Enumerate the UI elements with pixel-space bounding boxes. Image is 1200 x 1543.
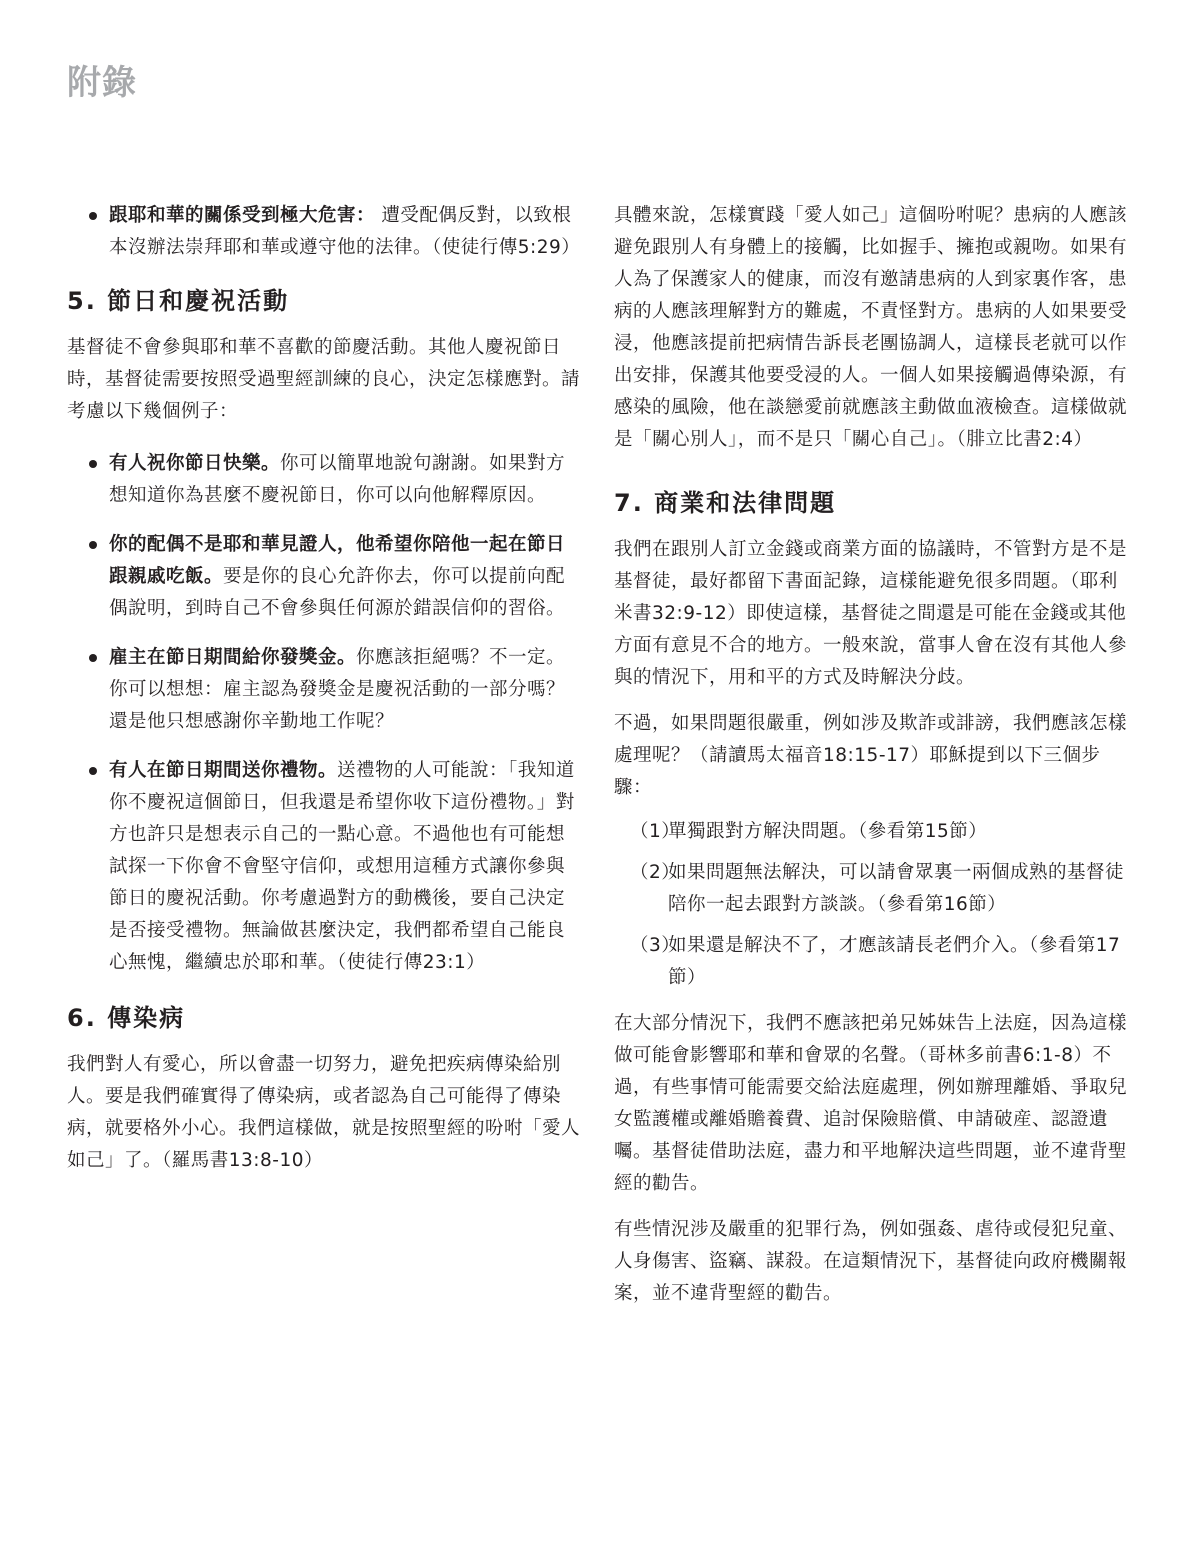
section-7-paragraph-3: 在大部分情況下，我們不應該把弟兄姊妹告上法庭，因為這樣做可能會影響耶和華和會眾的名聲。（哥林多前書6:1-8）不過，有些事情可能需要交給法庭處理，例如辦理離婚、爭取兒女監護權或離婚贍養費、追討保險賠償、申請破産、認證遺囑。基督徒借助法庭，盡力和平地解決這些問題，並不違背聖經的勸告。 — [614, 1013, 1128, 1194]
bullet-lead: 你的配偶不是耶和華見證人，他希望你陪他一起在節日跟親戚吃飯。 — [109, 534, 566, 587]
step-number: （2） — [630, 862, 681, 883]
section-6-paragraph: 我們對人有愛心，所以會盡一切努力，避免把疾病傳染給別人。要是我們確實得了傳染病，或者認為自己可能得了傳染病，就要格外小心。我們這樣做，就是按照聖經的吩咐「愛人如己」了。（羅馬書13:8-10） — [67, 1054, 581, 1171]
left-column — [67, 200, 582, 1191]
list-item — [630, 930, 1129, 994]
bullet-dot-icon — [89, 654, 97, 662]
bullet-dot-icon — [89, 460, 97, 468]
step-number: （1） — [630, 821, 681, 842]
list-item — [87, 448, 582, 512]
section-5-bullets — [67, 448, 582, 979]
step-number: （3） — [630, 935, 681, 956]
bullet-list-top — [67, 200, 582, 264]
bullet-text: 遭受配偶反對，以致根本沒辦法崇拜耶和華或遵守他的法律。（使徒行傳5:29） — [109, 205, 581, 258]
section-5-intro: 基督徒不會參與耶和華不喜歡的節慶活動。其他人慶祝節日時，基督徒需要按照受過聖經訓練的良心，決定怎樣應對。請考慮以下幾個例子： — [67, 337, 581, 422]
section-6-continued: 具體來說，怎樣實踐「愛人如己」這個吩咐呢？患病的人應該避免跟別人有身體上的接觸，比如握手、擁抱或親吻。如果有人為了保護家人的健康，而沒有邀請患病的人到家裏作客，患病的人應該理解對方的難處，不責怪對方。患病的人如果要受浸，他應該提前把病情告訴長老團協調人，這樣長老就可以作出安排，保護其他要受浸的人。一個人如果接觸過傳染源，有感染的風險，他在談戀愛前就應該主動做血液檢查。這樣做就是「關心別人」，而不是只「關心自己」。（腓立比書2:4） — [614, 205, 1128, 450]
bullet-lead: 雇主在節日期間給你發獎金。 — [109, 647, 357, 668]
list-item — [87, 200, 582, 264]
section-5-heading: 5. 節日和慶祝活動 — [67, 287, 290, 315]
bullet-text: 你應該拒絕嗎？不一定。你可以想想：雇主認為發獎金是慶祝活動的一部分嗎？還是他只想感謝你辛勤地工作呢？ — [109, 647, 566, 732]
section-7-paragraph-2: 不過，如果問題很嚴重，例如涉及欺詐或誹謗，我們應該怎樣處理呢？（請讀馬太福音18:15-17）耶穌提到以下三個步驟： — [614, 713, 1128, 798]
right-column — [614, 200, 1129, 1324]
step-text: 如果問題無法解決，可以請會眾裏一兩個成熟的基督徒陪你一起去跟對方談談。（參看第16節） — [668, 862, 1125, 915]
list-item — [630, 857, 1129, 921]
list-item — [87, 642, 582, 738]
bullet-lead: 跟耶和華的關係受到極大危害： — [109, 205, 376, 226]
section-6-heading: 6. 傳染病 — [67, 1004, 186, 1032]
steps-list — [614, 816, 1129, 994]
bullet-dot-icon — [89, 541, 97, 549]
step-text: 單獨跟對方解決問題。（參看第15節） — [668, 821, 988, 842]
bullet-text: 要是你的良心允許你去，你可以提前向配偶說明，到時自己不會參與任何源於錯誤信仰的習俗。 — [109, 566, 566, 619]
list-item — [630, 816, 1129, 848]
section-7-paragraph-4: 有些情況涉及嚴重的犯罪行為，例如强姦、虐待或侵犯兒童、人身傷害、盜竊、謀殺。在這類情況下，基督徒向政府機關報案，並不違背聖經的勸告。 — [614, 1219, 1128, 1304]
page-header: 附錄 — [67, 63, 137, 103]
bullet-lead: 有人祝你節日快樂。 — [109, 453, 281, 474]
bullet-lead: 有人在節日期間送你禮物。 — [109, 760, 338, 781]
section-7-paragraph-1: 我們在跟別人訂立金錢或商業方面的協議時，不管對方是不是基督徒，最好都留下書面記錄，這樣能避免很多問題。（耶利米書32:9-12）即使這樣，基督徒之間還是可能在金錢或其他方面有意見不合的地方。一般來說，當事人會在沒有其他人參與的情況下，用和平的方式及時解決分歧。 — [614, 539, 1128, 688]
bullet-text: 你可以簡單地說句謝謝。如果對方想知道你為甚麼不慶祝節日，你可以向他解釋原因。 — [109, 453, 566, 506]
list-item — [87, 755, 582, 979]
section-7-heading: 7. 商業和法律問題 — [614, 489, 837, 517]
bullet-dot-icon — [89, 212, 97, 220]
step-text: 如果還是解決不了，才應該請長老們介入。（參看第17節） — [668, 935, 1121, 988]
list-item — [87, 529, 582, 625]
bullet-text: 送禮物的人可能說：「我知道你不慶祝這個節日，但我還是希望你收下這份禮物。」對方也許只是想表示自己的一點心意。不過他也有可能想試探一下你會不會堅守信仰，或想用這種方式讓你參與節日的慶祝活動。你考慮過對方的動機後，要自己決定是否接受禮物。無論做甚麼決定，我們都希望自己能良心無愧，繼續忠於耶和華。（使徒行傳23:1） — [109, 760, 575, 973]
bullet-dot-icon — [89, 767, 97, 775]
